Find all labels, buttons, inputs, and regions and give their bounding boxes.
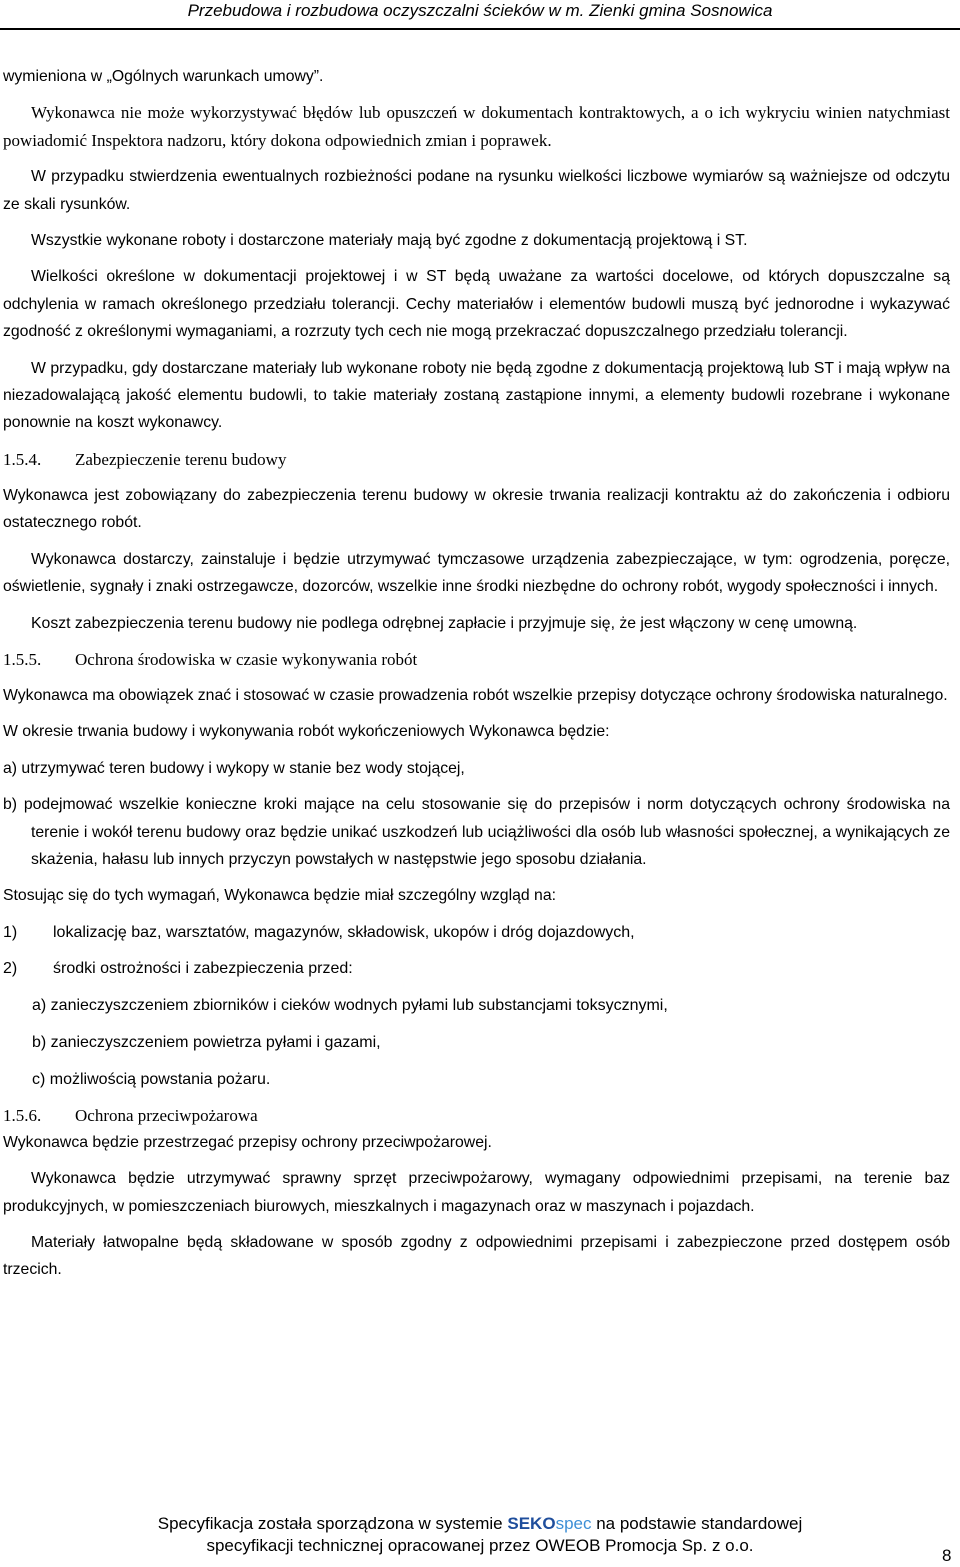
brand-part-1: SEKO	[507, 1514, 556, 1533]
section-title: Zabezpieczenie terenu budowy	[75, 449, 287, 469]
list-item-a: a) utrzymywać teren budowy i wykopy w stanie bez wody stojącej,	[3, 759, 465, 777]
section-heading-1-5-4	[3, 446, 950, 473]
section-title: Ochrona środowiska w czasie wykonywania robót	[75, 649, 418, 669]
brand-part-2: spec	[555, 1514, 592, 1533]
paragraph: W przypadku, gdy dostarczane materiały lub wykonane roboty nie będą zgodne z dokumentacją projektową lub ST i mają wpływ na niezadowalającą jakość elementu budowli, to takie materiały zostaną zastąpione innymi, a elementy budowli rozebrane i wykonane ponownie na koszt wykonawcy.	[3, 359, 950, 432]
page-number: 8	[942, 1546, 952, 1565]
section-number: 1.5.5.	[3, 649, 42, 669]
section-heading-1-5-6	[3, 1102, 950, 1129]
item-number: 1)	[3, 923, 18, 941]
footer-text: na podstawie standardowej	[596, 1514, 803, 1533]
paragraph: Wykonawca dostarczy, zainstaluje i będzie utrzymywać tymczasowe urządzenia zabezpieczające, w tym: ogrodzenia, poręcze, oświetlenie, sygnały i znaki ostrzegawcze, dozorców, wszelkie inne środki niezbędne do ochrony robót, wygody społeczności i innych.	[3, 550, 950, 596]
section-title: Ochrona przeciwpożarowa	[75, 1105, 258, 1125]
sub-item-c: c) możliwością powstania pożaru.	[32, 1070, 271, 1088]
footer-line-1	[0, 1513, 960, 1535]
item-text: środki ostrożności i zabezpieczenia przed:	[53, 959, 353, 977]
brand-logo	[507, 1514, 591, 1533]
item-number: 2)	[3, 959, 18, 977]
paragraph: Stosując się do tych wymagań, Wykonawca będzie miał szczególny wzgląd na:	[3, 887, 557, 905]
header-rule	[0, 28, 960, 30]
footer-text: Specyfikacja została sporządzona w systemie	[157, 1514, 503, 1533]
list-item-b: b) podejmować wszelkie konieczne kroki mające na celu stosowanie się do przepisów i norm dotyczących ochrony środowiska na terenie i wokół terenu budowy oraz będzie unikać uszkodzeń lub uciążliwości dla osób lub własności społecznej, a wynikających ze skażenia, hałasu lub innych przyczyn powstałych w następstwie jego sposobu działania.	[3, 796, 950, 868]
numbered-item-2	[3, 955, 950, 982]
numbered-item-1	[3, 919, 950, 946]
paragraph: wymieniona w „Ogólnych warunkach umowy”.	[3, 68, 324, 85]
paragraph: Wielkości określone w dokumentacji projektowej i w ST będą uważane za wartości docelowe, od których dopuszczalne są odchylenia w ramach określonego przedziału tolerancji. Cechy materiałów i elementów budowli muszą być jednorodne i wykazywać zgodność z określonymi wymaganiami, a rozrzuty tych cech nie mogą przekraczać dopuszczalnego przedziału tolerancji.	[3, 268, 950, 341]
paragraph: Wykonawca będzie utrzymywać sprawny sprzęt przeciwpożarowy, wymagany odpowiednimi przepisami, na terenie baz produkcyjnych, w pomieszczeniach biurowych, mieszkalnych i magazynach oraz w maszynach i pojazdach.	[3, 1170, 950, 1215]
footer-line-2: specyfikacji technicznej opracowanej przez OWEOB Promocja Sp. z o.o.	[206, 1536, 754, 1555]
section-number: 1.5.4.	[3, 449, 42, 469]
section-number: 1.5.6.	[3, 1105, 42, 1125]
paragraph: Wykonawca jest zobowiązany do zabezpieczenia terenu budowy w okresie trwania realizacji kontraktu aż do zakończenia i odbioru ostatecznego robót.	[3, 486, 950, 532]
page-body	[3, 63, 950, 1284]
running-header: Przebudowa i rozbudowa oczyszczalni ścieków w m. Zienki gmina Sosnowica	[187, 1, 773, 20]
section-heading-1-5-5	[3, 646, 950, 673]
paragraph: W przypadku stwierdzenia ewentualnych rozbieżności podane na rysunku wielkości liczbowe wymiarów są ważniejsze od odczytu ze skali rysunków.	[3, 168, 950, 213]
paragraph: Wykonawca ma obowiązek znać i stosować w czasie prowadzenia robót wszelkie przepisy dotyczące ochrony środowiska naturalnego.	[3, 686, 948, 704]
paragraph: Wykonawca nie może wykorzystywać błędów lub opuszczeń w dokumentach kontraktowych, a o ich wykryciu winien natychmiast powiadomić Inspektora nadzoru, który dokona odpowiednich zmian i poprawek.	[3, 103, 950, 150]
paragraph: Materiały łatwopalne będą składowane w sposób zgodny z odpowiednimi przepisami i zabezpieczone przed dostępem osób trzecich.	[3, 1233, 950, 1279]
paragraph: Wszystkie wykonane roboty i dostarczone materiały mają być zgodne z dokumentacją projektową i ST.	[31, 232, 748, 250]
item-text: lokalizację baz, warsztatów, magazynów, składowisk, ukopów i dróg dojazdowych,	[53, 923, 635, 941]
paragraph: W okresie trwania budowy i wykonywania robót wykończeniowych Wykonawca będzie:	[3, 723, 610, 741]
page-footer	[0, 1513, 960, 1557]
paragraph: Koszt zabezpieczenia terenu budowy nie podlega odrębnej zapłacie i przyjmuje się, że jest włączony w cenę umowną.	[31, 614, 858, 632]
sub-item-b: b) zanieczyszczeniem powietrza pyłami i gazami,	[32, 1033, 381, 1051]
sub-item-a: a) zanieczyszczeniem zbiorników i cieków wodnych pyłami lub substancjami toksycznymi,	[32, 996, 668, 1014]
paragraph: Wykonawca będzie przestrzegać przepisy ochrony przeciwpożarowej.	[3, 1133, 492, 1151]
